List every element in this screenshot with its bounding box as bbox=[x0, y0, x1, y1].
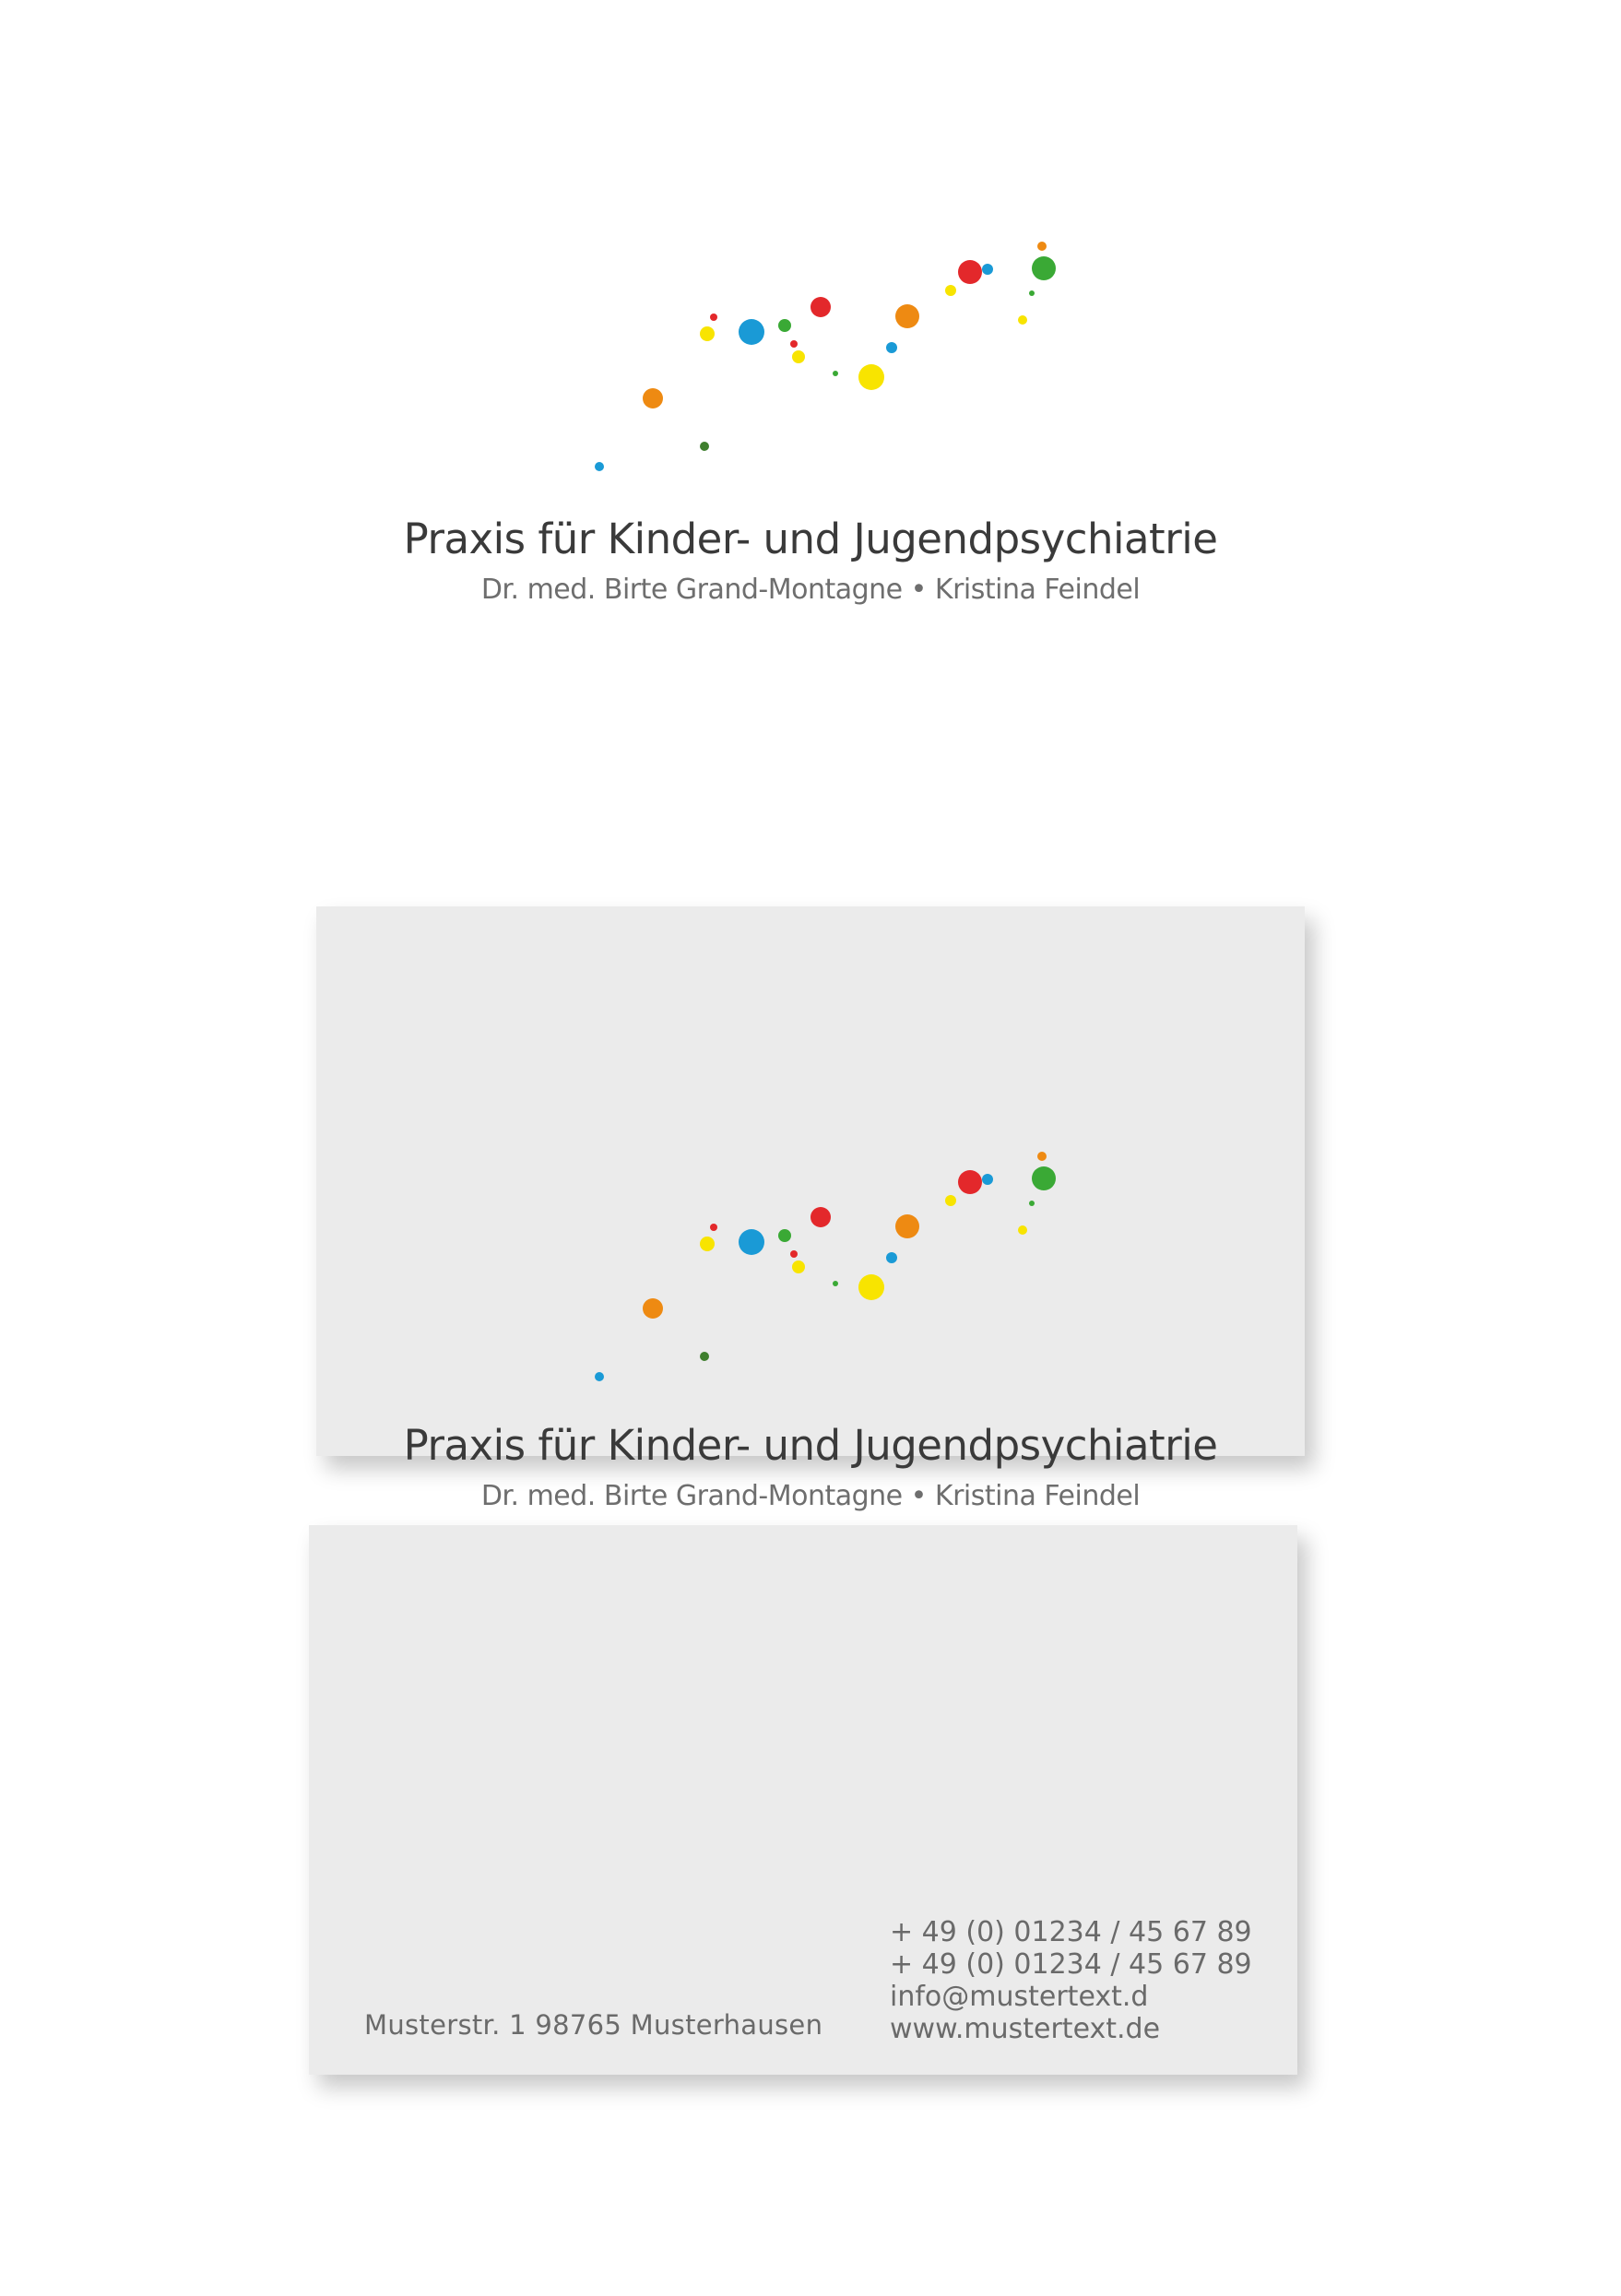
logo-dot bbox=[945, 1195, 956, 1206]
logo-dot bbox=[810, 1207, 831, 1227]
logo-dot bbox=[700, 1237, 715, 1251]
card-front-title: Praxis für Kinder- und Jugendpsychiatrie bbox=[403, 1421, 1218, 1470]
card-front-logo-dots bbox=[0, 139, 1621, 1061]
contact-block bbox=[890, 1916, 1252, 2045]
logo-dot bbox=[895, 1214, 919, 1238]
website-url: www.mustertext.de bbox=[890, 2013, 1161, 2045]
logo-dot bbox=[1029, 1201, 1035, 1206]
email-address: info@mustertext.d bbox=[890, 1981, 1149, 2013]
logo-subtitle: Dr. med. Birte Grand-Montagne • Kristina Feindel bbox=[480, 574, 1141, 606]
logo-dot bbox=[739, 1229, 764, 1255]
logo-dot bbox=[833, 1281, 838, 1286]
logo-dot bbox=[792, 1260, 805, 1273]
logo-dot bbox=[778, 1229, 791, 1242]
logo-dot bbox=[958, 1170, 982, 1194]
postal-address: Musterstr. 1 98765 Musterhausen bbox=[364, 2009, 823, 2041]
logo-dot bbox=[1032, 1166, 1056, 1190]
card-front-subtitle: Dr. med. Birte Grand-Montagne • Kristina Feindel bbox=[480, 1480, 1141, 1512]
logo-dot bbox=[1037, 1152, 1047, 1161]
business-card-back bbox=[309, 1525, 1297, 2075]
logo-dot bbox=[982, 1174, 993, 1185]
logo-title: Praxis für Kinder- und Jugendpsychiatrie bbox=[403, 515, 1218, 563]
fax-number: + 49 (0) 01234 / 45 67 89 bbox=[890, 1948, 1252, 1981]
logo-dot bbox=[790, 1250, 798, 1258]
logo-dot bbox=[858, 1274, 884, 1300]
logo-dot bbox=[710, 1224, 717, 1231]
logo-dot bbox=[643, 1298, 663, 1319]
card-back-logo-dots bbox=[0, 1374, 1621, 2296]
logo-dot bbox=[700, 1352, 709, 1361]
logo-dot bbox=[886, 1252, 897, 1263]
logo-dot bbox=[1018, 1225, 1027, 1235]
phone-number: + 49 (0) 01234 / 45 67 89 bbox=[890, 1916, 1252, 1948]
